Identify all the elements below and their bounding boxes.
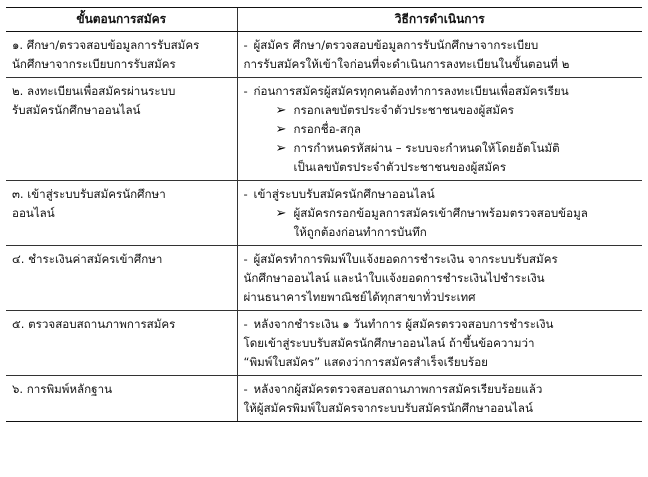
step-text: ๓. เข้าสู่ระบบรับสมัครนักศึกษา bbox=[12, 187, 166, 201]
sub-item bbox=[244, 139, 639, 177]
step-cell bbox=[6, 181, 237, 246]
method-cell bbox=[237, 246, 642, 311]
method-text: หลังจากผู้สมัครตรวจสอบสถานภาพการสมัครเรียบร้อยแล้ว bbox=[253, 382, 543, 396]
sub-item-text: เป็นเลขบัตรประจำตัวประชาชนของผู้สมัคร bbox=[293, 160, 507, 174]
method-text: นักศึกษาออนไลน์ และนำใบแจ้งยอดการชำระเงินไปชำระเงิน bbox=[243, 271, 545, 285]
arrow-bullet-icon: ➢ bbox=[275, 122, 287, 137]
dash-bullet: - bbox=[243, 38, 248, 52]
table-header-row bbox=[6, 8, 642, 32]
sub-item-text: กรอกเลขบัตรประจำตัวประชาชนของผู้สมัคร bbox=[293, 103, 515, 117]
sub-item-text: กรอกชื่อ-สกุล bbox=[293, 122, 361, 136]
method-text: ผู้สมัคร ศึกษา/ตรวจสอบข้อมูลการรับนักศึกษาจากระเบียบ bbox=[253, 38, 539, 52]
method-text: โดยเข้าสู่ระบบรับสมัครนักศึกษาออนไลน์ ถ้าขึ้นข้อความว่า bbox=[243, 336, 535, 350]
method-text: “พิมพ์ใบสมัคร” แสดงว่าการสมัครสำเร็จเรียบร้อย bbox=[243, 355, 488, 369]
step-cell bbox=[6, 246, 237, 311]
step-cell bbox=[6, 78, 237, 181]
step-cell bbox=[6, 376, 237, 422]
sub-item bbox=[244, 120, 639, 139]
step-text: รับสมัครนักศึกษาออนไลน์ bbox=[12, 103, 141, 117]
step-cell bbox=[6, 311, 237, 376]
header-method: วิธีการดำเนินการ bbox=[237, 8, 642, 32]
dash-bullet: - bbox=[243, 382, 248, 396]
method-text: ผู้สมัครทำการพิมพ์ใบแจ้งยอดการชำระเงิน จากระบบรับสมัคร bbox=[253, 252, 558, 266]
step-text: ๖. การพิมพ์หลักฐาน bbox=[12, 382, 113, 396]
arrow-bullet-icon: ➢ bbox=[275, 103, 287, 118]
table-row bbox=[6, 32, 642, 78]
method-cell bbox=[237, 181, 642, 246]
step-text: ๕. ตรวจสอบสถานภาพการสมัคร bbox=[12, 317, 176, 331]
step-cell bbox=[6, 32, 237, 78]
dash-bullet: - bbox=[243, 317, 248, 331]
method-text: เข้าสู่ระบบรับสมัครนักศึกษาออนไลน์ bbox=[253, 187, 435, 201]
header-step: ขั้นตอนการสมัคร bbox=[6, 8, 237, 32]
method-cell bbox=[237, 32, 642, 78]
arrow-bullet-icon: ➢ bbox=[275, 141, 287, 156]
sub-item-text: การกำหนดรหัสผ่าน – ระบบจะกำหนดให้โดยอัตโนมัติ bbox=[293, 141, 560, 155]
dash-bullet: - bbox=[243, 252, 248, 266]
step-text: ๒. ลงทะเบียนเพื่อสมัครผ่านระบบ bbox=[12, 84, 176, 98]
table-row bbox=[6, 78, 642, 181]
method-text: ก่อนการสมัครผู้สมัครทุกคนต้องทำการลงทะเบียนเพื่อสมัครเรียน bbox=[253, 84, 569, 98]
table-row bbox=[6, 376, 642, 422]
dash-bullet: - bbox=[243, 187, 248, 201]
method-text: การรับสมัครให้เข้าใจก่อนที่จะดำเนินการลงทะเบียนในขั้นตอนที่ ๒ bbox=[243, 57, 570, 71]
application-steps-table bbox=[6, 7, 642, 422]
method-text: ผ่านธนาคารไทยพาณิชย์ได้ทุกสาขาทั่วประเทศ bbox=[243, 290, 476, 304]
step-text: ๔. ชำระเงินค่าสมัครเข้าศึกษา bbox=[12, 252, 163, 266]
step-text: ออนไลน์ bbox=[12, 206, 55, 220]
method-text: หลังจากชำระเงิน ๑ วันทำการ ผู้สมัครตรวจสอบการชำระเงิน bbox=[253, 317, 554, 331]
arrow-bullet-icon: ➢ bbox=[275, 206, 287, 221]
table-row bbox=[6, 246, 642, 311]
method-cell bbox=[237, 376, 642, 422]
step-text: นักศึกษาจากระเบียบการรับสมัคร bbox=[12, 57, 176, 71]
method-text: ให้ผู้สมัครพิมพ์ใบสมัครจากระบบรับสมัครนักศึกษาออนไลน์ bbox=[243, 401, 533, 415]
method-cell bbox=[237, 311, 642, 376]
table-row bbox=[6, 181, 642, 246]
method-cell bbox=[237, 78, 642, 181]
step-text: ๑. ศึกษา/ตรวจสอบข้อมูลการรับสมัคร bbox=[12, 38, 200, 52]
sub-item-text: ผู้สมัครกรอกข้อมูลการสมัครเข้าศึกษาพร้อมตรวจสอบข้อมูล bbox=[293, 206, 588, 220]
sub-item-text: ให้ถูกต้องก่อนทำการบันทึก bbox=[293, 225, 427, 239]
sub-item bbox=[244, 101, 639, 120]
table-row bbox=[6, 311, 642, 376]
sub-item bbox=[244, 204, 639, 242]
dash-bullet: - bbox=[243, 84, 248, 98]
